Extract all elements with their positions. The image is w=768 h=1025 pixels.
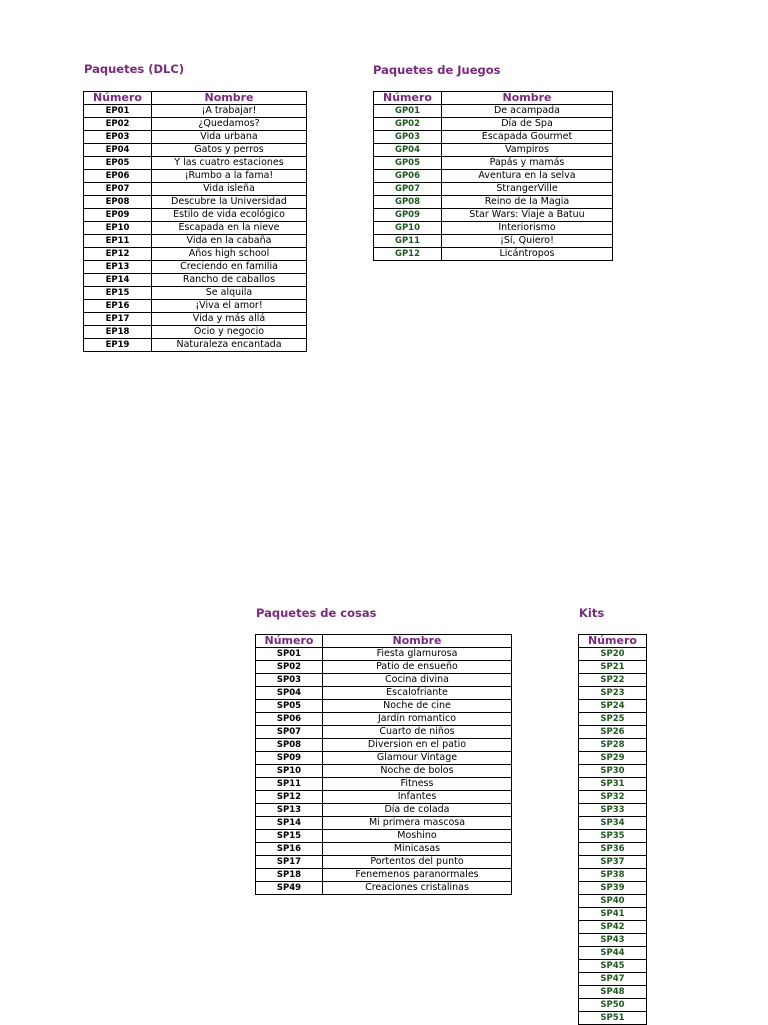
table-row [579,895,647,908]
pack-name-cell: Estilo de vida ecológico [152,209,307,222]
table-row [374,118,613,131]
pack-code-cell: EP06 [84,170,152,183]
pack-name-cell: Cuarto de niños [323,726,512,739]
pack-code-cell: EP16 [84,300,152,313]
pack-code-cell: SP15 [256,830,323,843]
table-row [84,287,307,300]
dlc-table [83,91,307,352]
pack-name-cell: Noche de bolos [323,765,512,778]
pack-name-cell: ¡Viva el amor! [152,300,307,313]
table-row [256,726,512,739]
table-row [579,791,647,804]
pack-name-cell: Minicasas [323,843,512,856]
pack-name-cell: Mi primera mascosa [323,817,512,830]
pack-code-cell: EP14 [84,274,152,287]
pack-code-cell: EP19 [84,339,152,352]
table-row [579,648,647,661]
pack-code-cell: SP50 [579,999,647,1012]
pack-code-cell: SP04 [256,687,323,700]
table-row [579,778,647,791]
table-row [84,157,307,170]
pack-code-cell: SP43 [579,934,647,947]
table-row [256,661,512,674]
pack-name-cell: Ocio y negocio [152,326,307,339]
pack-name-cell: Y las cuatro estaciones [152,157,307,170]
pack-name-cell: Noche de cine [323,700,512,713]
table-row [84,118,307,131]
table-row [579,908,647,921]
pack-name-cell: Vida y más allá [152,313,307,326]
pack-code-cell: SP51 [579,1012,647,1025]
pack-code-cell: SP22 [579,674,647,687]
table-row [374,235,613,248]
table-row [84,222,307,235]
table-row [84,209,307,222]
pack-code-cell: SP14 [256,817,323,830]
pack-code-cell: EP17 [84,313,152,326]
table-row [84,313,307,326]
table-row [256,791,512,804]
pack-code-cell: GP10 [374,222,442,235]
table-row [579,700,647,713]
pack-name-cell: Escapada en la nieve [152,222,307,235]
header-row [84,92,307,105]
table-row [256,739,512,752]
games-table [373,91,613,261]
table-row [256,804,512,817]
pack-name-cell: Moshino [323,830,512,843]
table-row [84,326,307,339]
table-row [579,947,647,960]
table-row [374,144,613,157]
pack-name-cell: Escapada Gourmet [442,131,613,144]
table-row [256,687,512,700]
pack-code-cell: GP02 [374,118,442,131]
pack-name-cell: Vida isleña [152,183,307,196]
table-row [84,274,307,287]
pack-name-cell: ¡Sí, Quiero! [442,235,613,248]
table-row [84,170,307,183]
pack-name-cell: Naturaleza encantada [152,339,307,352]
table-row [84,339,307,352]
dlc-title: Paquetes (DLC) [84,62,185,76]
pack-name-cell: Papás y mamás [442,157,613,170]
table-row [374,183,613,196]
table-row [374,157,613,170]
pack-name-cell: Gatos y perros [152,144,307,157]
pack-code-cell: SP37 [579,856,647,869]
pack-code-cell: SP49 [256,882,323,895]
pack-code-cell: SP21 [579,661,647,674]
pack-code-cell: SP31 [579,778,647,791]
table-row [579,973,647,986]
pack-code-cell: SP34 [579,817,647,830]
games-section [373,63,501,77]
table-row [84,300,307,313]
pack-code-cell: EP13 [84,261,152,274]
pack-code-cell: SP18 [256,869,323,882]
table-row [84,105,307,118]
table-row [84,261,307,274]
pack-code-cell: GP03 [374,131,442,144]
pack-code-cell: SP48 [579,986,647,999]
pack-code-cell: SP33 [579,804,647,817]
pack-name-cell: Día de colada [323,804,512,817]
kits-table [578,634,647,1025]
pack-code-cell: SP30 [579,765,647,778]
pack-code-cell: SP20 [579,648,647,661]
column-header-nombre: Nombre [152,92,307,105]
table-row [579,999,647,1012]
pack-code-cell: GP01 [374,105,442,118]
table-row [579,830,647,843]
pack-code-cell: SP17 [256,856,323,869]
pack-code-cell: EP05 [84,157,152,170]
table-row [579,960,647,973]
pack-code-cell: SP12 [256,791,323,804]
pack-code-cell: SP36 [579,843,647,856]
header-row [579,635,647,648]
pack-code-cell: SP38 [579,869,647,882]
pack-code-cell: SP23 [579,687,647,700]
pack-name-cell: ¡Rumbo a la fama! [152,170,307,183]
games-title: Paquetes de Juegos [373,63,501,77]
pack-code-cell: EP10 [84,222,152,235]
table-row [579,882,647,895]
pack-code-cell: SP41 [579,908,647,921]
pack-code-cell: SP02 [256,661,323,674]
table-row [579,817,647,830]
pack-name-cell: Cocina divina [323,674,512,687]
pack-name-cell: ¿Quedamos? [152,118,307,131]
table-row [84,183,307,196]
table-row [256,843,512,856]
pack-code-cell: GP06 [374,170,442,183]
table-row [579,752,647,765]
pack-code-cell: EP11 [84,235,152,248]
table-row [256,765,512,778]
pack-code-cell: EP08 [84,196,152,209]
pack-code-cell: SP24 [579,700,647,713]
pack-code-cell: SP35 [579,830,647,843]
pack-name-cell: Vida en la cabaña [152,235,307,248]
pack-code-cell: GP05 [374,157,442,170]
table-row [579,687,647,700]
pack-name-cell: Licántropos [442,248,613,261]
pack-name-cell: Escalofriante [323,687,512,700]
table-row [579,713,647,726]
table-row [579,921,647,934]
pack-code-cell: GP08 [374,196,442,209]
pack-name-cell: Aventura en la selva [442,170,613,183]
table-row [256,752,512,765]
pack-code-cell: SP42 [579,921,647,934]
pack-code-cell: SP25 [579,713,647,726]
table-row [84,131,307,144]
kits-section [579,606,604,620]
pack-code-cell: SP45 [579,960,647,973]
pack-code-cell: SP13 [256,804,323,817]
pack-code-cell: SP29 [579,752,647,765]
table-row [579,869,647,882]
pack-code-cell: SP06 [256,713,323,726]
table-row [579,739,647,752]
pack-name-cell: Fitness [323,778,512,791]
column-header-numero: Número [374,92,442,105]
pack-code-cell: GP12 [374,248,442,261]
pack-name-cell: Diversion en el patio [323,739,512,752]
pack-name-cell: Creaciones cristalinas [323,882,512,895]
pack-name-cell: Interiorismo [442,222,613,235]
pack-code-cell: SP05 [256,700,323,713]
pack-code-cell: SP16 [256,843,323,856]
table-row [256,882,512,895]
pack-name-cell: Vida urbana [152,131,307,144]
pack-name-cell: Creciendo en familia [152,261,307,274]
pack-name-cell: StrangerVille [442,183,613,196]
header-row [374,92,613,105]
table-row [374,170,613,183]
dlc-section [84,62,184,76]
table-row [84,196,307,209]
table-row [256,778,512,791]
pack-code-cell: GP07 [374,183,442,196]
table-row [579,843,647,856]
table-row [256,648,512,661]
pack-code-cell: EP01 [84,105,152,118]
pack-name-cell: Infantes [323,791,512,804]
column-header-nombre: Nombre [442,92,613,105]
pack-name-cell: Glamour Vintage [323,752,512,765]
pack-code-cell: SP09 [256,752,323,765]
table-row [579,674,647,687]
table-row [579,1012,647,1025]
table-row [579,661,647,674]
pack-name-cell: Portentos del punto [323,856,512,869]
table-row [374,222,613,235]
pack-code-cell: SP44 [579,947,647,960]
pack-name-cell: Descubre la Universidad [152,196,307,209]
column-header-numero: Número [579,635,647,648]
pack-code-cell: SP01 [256,648,323,661]
pack-name-cell: Patio de ensueño [323,661,512,674]
table-row [579,804,647,817]
pack-code-cell: SP39 [579,882,647,895]
pack-name-cell: Años high school [152,248,307,261]
pack-name-cell: Star Wars: Viaje a Batuu [442,209,613,222]
pack-code-cell: SP08 [256,739,323,752]
pack-name-cell: Rancho de caballos [152,274,307,287]
pack-code-cell: EP09 [84,209,152,222]
table-row [256,817,512,830]
column-header-nombre: Nombre [323,635,512,648]
pack-code-cell: SP47 [579,973,647,986]
pack-code-cell: SP32 [579,791,647,804]
pack-code-cell: SP11 [256,778,323,791]
pack-name-cell: Fiesta glamurosa [323,648,512,661]
table-row [579,726,647,739]
table-row [579,856,647,869]
kits-title: Kits [579,606,605,620]
table-row [579,765,647,778]
table-row [374,209,613,222]
stuff-title: Paquetes de cosas [256,606,377,620]
pack-name-cell: De acampada [442,105,613,118]
stuff-table [255,634,512,895]
table-row [84,248,307,261]
pack-name-cell: Vampiros [442,144,613,157]
pack-code-cell: GP04 [374,144,442,157]
table-row [84,235,307,248]
table-row [256,674,512,687]
table-row [579,934,647,947]
pack-code-cell: EP02 [84,118,152,131]
table-row [256,700,512,713]
pack-code-cell: SP28 [579,739,647,752]
table-row [579,986,647,999]
table-row [84,144,307,157]
table-row [256,856,512,869]
pack-code-cell: SP03 [256,674,323,687]
pack-code-cell: EP07 [84,183,152,196]
table-row [256,869,512,882]
pack-code-cell: EP15 [84,287,152,300]
pack-code-cell: GP11 [374,235,442,248]
table-row [374,196,613,209]
pack-name-cell: Fenemenos paranormales [323,869,512,882]
table-row [256,713,512,726]
pack-code-cell: SP26 [579,726,647,739]
pack-code-cell: SP10 [256,765,323,778]
pack-code-cell: GP09 [374,209,442,222]
pack-name-cell: Se alquila [152,287,307,300]
pack-code-cell: EP03 [84,131,152,144]
pack-code-cell: SP07 [256,726,323,739]
pack-code-cell: EP18 [84,326,152,339]
column-header-numero: Número [84,92,152,105]
pack-code-cell: EP12 [84,248,152,261]
stuff-section [256,606,376,620]
table-row [256,830,512,843]
pack-name-cell: Jardín romantico [323,713,512,726]
table-row [374,105,613,118]
column-header-numero: Número [256,635,323,648]
pack-name-cell: Reino de la Magia [442,196,613,209]
table-row [374,131,613,144]
pack-name-cell: Día de Spa [442,118,613,131]
header-row [256,635,512,648]
table-row [374,248,613,261]
pack-code-cell: EP04 [84,144,152,157]
pack-name-cell: ¡A trabajar! [152,105,307,118]
pack-code-cell: SP40 [579,895,647,908]
